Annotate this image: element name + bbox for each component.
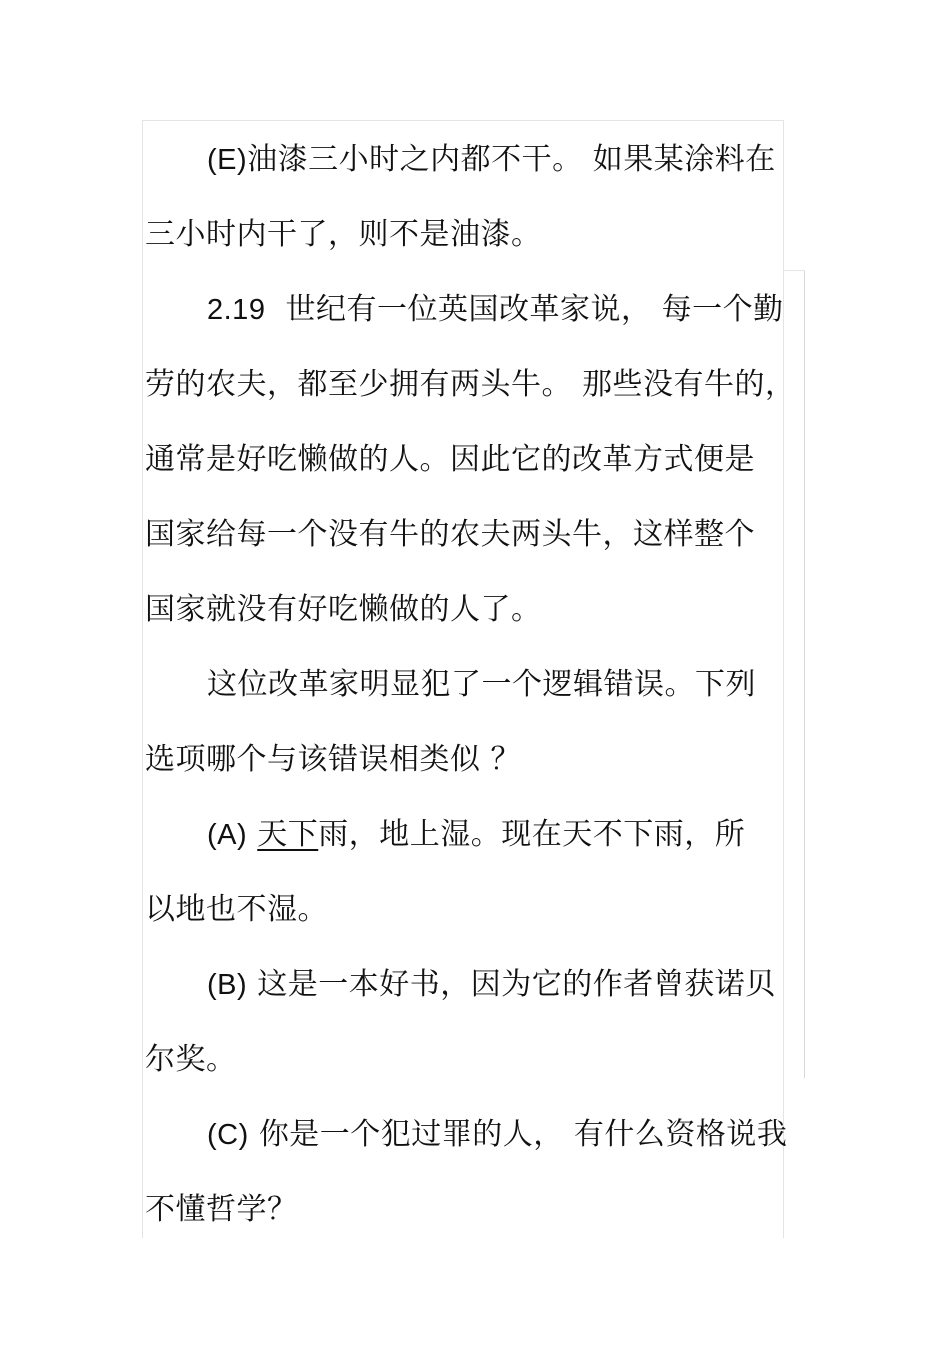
question-number: 2.19 (207, 294, 266, 326)
line-text: 三小时内干了，则不是油漆。 (145, 217, 542, 252)
line-text: 选项哪个与该错误相类似 ？ (145, 742, 522, 777)
text-line (145, 740, 521, 780)
text-line (145, 365, 796, 405)
question-number-line (207, 290, 784, 330)
line-text: 劳的农夫，都至少拥有两头牛。 那些没有牛的， (145, 367, 796, 402)
line-text: 你是一个犯过罪的人， 有什么资格说我 (258, 1117, 788, 1152)
text-line-b-option (207, 965, 776, 1005)
underlined-text: 天下 (257, 817, 319, 852)
frame-notch (783, 270, 805, 271)
line-text: 国家就没有好吃懒做的人了。 (145, 592, 542, 627)
text-line (145, 1040, 237, 1080)
frame-top-border (142, 120, 784, 121)
text-line-c-option (207, 1115, 787, 1155)
text-line-e-option (207, 140, 776, 180)
text-line (145, 1190, 298, 1230)
line-text: 以地也不湿。 (145, 892, 328, 927)
text-line (145, 215, 542, 255)
line-text: 世纪有一位英国改革家说， 每一个勤 (285, 292, 784, 327)
frame-right-border (783, 120, 784, 1238)
line-text: 这是一本好书，因为它的作者曾获诺贝 (257, 967, 776, 1002)
text-line (145, 590, 542, 630)
line-text: 尔奖。 (145, 1042, 237, 1077)
option-label-b: (B) (207, 969, 248, 1001)
text-line (145, 890, 328, 930)
line-text: 油漆三小时之内都不干。 如果某涂料在 (247, 142, 776, 177)
text-line-a-option (207, 815, 745, 855)
frame-left-border (142, 120, 143, 1238)
line-text: 雨，地上湿。现在天不下雨，所 (318, 817, 746, 852)
option-label-e: (E) (207, 144, 248, 176)
frame-outer-right-border (804, 270, 805, 1078)
text-line (145, 440, 755, 480)
text-line (145, 515, 755, 555)
option-label-c: (C) (207, 1119, 249, 1151)
line-text: 通常是好吃懒做的人。因此它的改革方式便是 (145, 442, 755, 477)
line-text: 这位改革家明显犯了一个逻辑错误。下列 (207, 667, 756, 702)
line-text: 不懂哲学？ (145, 1192, 298, 1227)
option-label-a: (A) (207, 819, 248, 851)
question-prompt-line (207, 665, 756, 705)
line-text: 国家给每一个没有牛的农夫两头牛，这样整个 (145, 517, 755, 552)
